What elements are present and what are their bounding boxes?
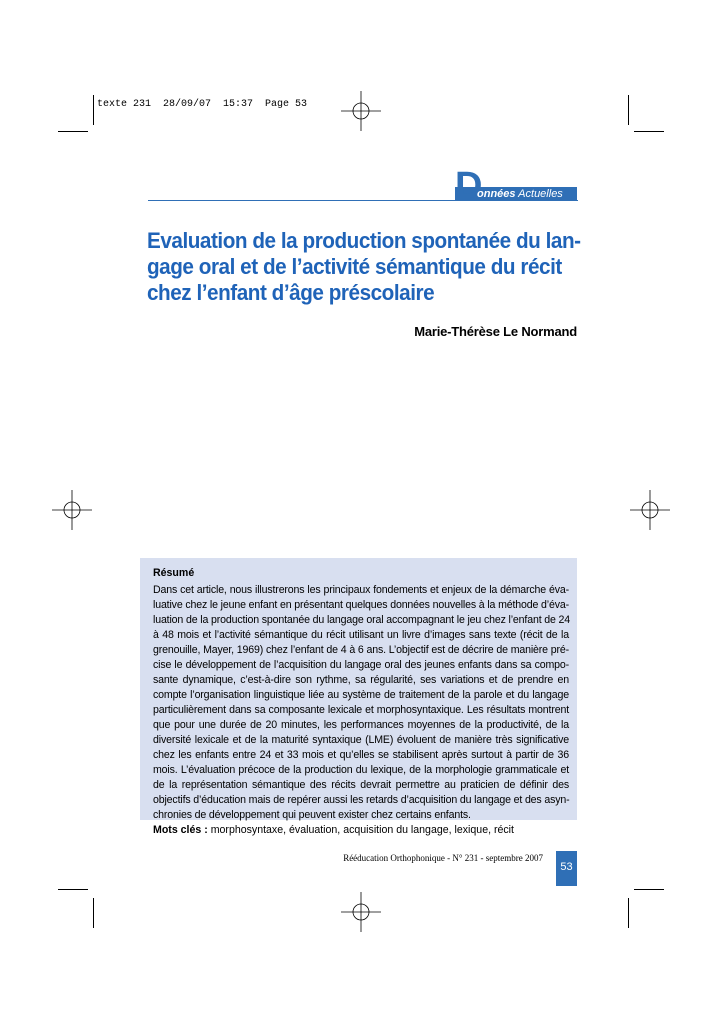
crop-mark (634, 889, 664, 890)
logo-word-bold: onnées (477, 188, 516, 200)
title-line: Evaluation de la production spontanée du lan- (147, 228, 581, 253)
abstract-line: compte l’organisation linguistique liée au système de traitement de la parole et du langage (153, 689, 569, 701)
registration-mark-icon (630, 490, 670, 530)
abstract-line: mois. L’évaluation précoce de la production du lexique, de la morphologie grammaticale et (153, 764, 569, 776)
keywords-list: morphosyntaxe, évaluation, acquisition du langage, lexique, récit (207, 824, 514, 836)
author-name: Marie-Thérèse Le Normand (414, 324, 577, 339)
logo-word-italic: Actuelles (518, 188, 563, 200)
keywords-label: Mots clés : (153, 824, 208, 836)
abstract-box (140, 558, 577, 836)
section-logo (455, 165, 577, 207)
abstract-line: luation de la production spontanée du langage oral accompagnant le jeu chez l’enfant de 24 (153, 614, 571, 626)
abstract-line: Dans cet article, nous illustrerons les principaux fondements et enjeux de la démarche éva- (153, 584, 569, 596)
abstract-line: objectifs d’éducation mais de repérer aussi les retards d’acquisition du langage et des asyn- (153, 794, 570, 806)
abstract-line: diversité lexicale et de la maturité syntaxique (LME) évoluent de manière très significative (153, 734, 569, 746)
keywords (153, 823, 569, 838)
crop-mark (628, 898, 629, 928)
abstract-line: chez les enfants entre 24 et 33 mois et qu’elles se stabilisent après surtout à partir de 36 (153, 749, 569, 761)
article-title (147, 228, 581, 306)
logo-word (477, 187, 563, 201)
abstract-line: de la représentation sémantique des récits devrait permettre au praticien de définir des (153, 779, 569, 791)
title-line: chez l’enfant d’âge préscolaire (147, 280, 435, 305)
abstract-line: cise le développement de l’acquisition du langage oral des jeunes enfants dans sa compo- (153, 659, 569, 671)
registration-mark-icon (341, 892, 381, 932)
abstract-line: luative chez le jeune enfant en présentant quelques données nouvelles à la méthode d’éva- (153, 599, 570, 611)
crop-mark (93, 898, 94, 928)
abstract-content (153, 566, 569, 838)
abstract-line: sante dynamique, c’est-à-dire son rythme, sa régularité, ses variations et de prendre en (153, 674, 569, 686)
abstract-heading: Résumé (153, 567, 195, 579)
crop-mark (628, 95, 629, 125)
crop-mark (93, 95, 94, 125)
page-number: 53 (556, 851, 577, 886)
registration-mark-icon (52, 490, 92, 530)
journal-footer: Rééducation Orthophonique - N° 231 - septembre 2007 (343, 853, 543, 863)
abstract-line: que pour une durée de 20 minutes, les performances moyennes de la productivité, de la (153, 719, 569, 731)
print-slug: texte 231 28/09/07 15:37 Page 53 (97, 99, 308, 110)
crop-mark (634, 131, 664, 132)
abstract-line: chronies de développement qui peuvent exister chez certains enfants. (153, 809, 471, 821)
logo-initial: D (455, 165, 483, 207)
crop-mark (58, 889, 88, 890)
abstract-line: à 48 mois et l’activité sémantique du récit utilisant un livre d’images sans texte (récit de la (153, 629, 569, 641)
abstract-line: particulièrement dans sa composante lexicale et morphosyntaxique. Les résultats montrent (153, 704, 569, 716)
registration-mark-icon (341, 91, 381, 131)
abstract-body (153, 583, 569, 823)
title-line: gage oral et de l’activité sémantique du récit (147, 254, 562, 279)
crop-mark (58, 131, 88, 132)
abstract-line: grenouille, Mayer, 1969) chez l’enfant de 4 à 6 ans. L’objectif est de décrire de manière pré- (153, 644, 569, 656)
